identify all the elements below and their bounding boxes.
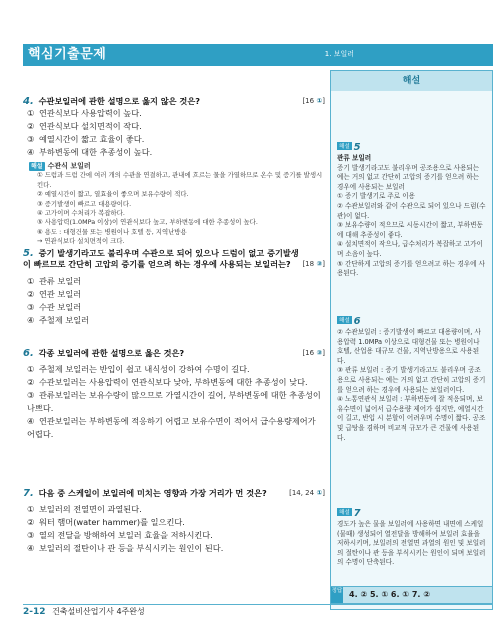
explanation-line: ④ 설치면적이 작으나, 급수처리가 복잡하고 고가이며 소음이 높다. (337, 240, 483, 258)
page-footer (23, 606, 145, 617)
exam-year: 14, 24 (291, 489, 315, 497)
explanation-6 (337, 309, 487, 443)
option-text: 연관식보다 사용압력이 높다. (39, 108, 142, 118)
option-1 (23, 503, 325, 516)
question-title (23, 488, 325, 499)
explanation-number: 7 (353, 508, 361, 519)
note-line: ③ 증기발생이 빠르고 대용량이다. (37, 199, 132, 208)
explanation-badge: 해설 (339, 143, 350, 150)
option-1 (23, 363, 325, 376)
explanation-heading (337, 309, 487, 328)
note-badge: 해설 (31, 163, 43, 170)
option-3 (23, 133, 325, 146)
option-number: ② (27, 121, 35, 131)
note-title: 수관식 보일러 (47, 162, 91, 170)
exam-mark: ① (316, 97, 323, 105)
exam-year-tag: [14, 24 ①] (289, 489, 325, 497)
answer-text: 4. ② 5. ① 6. ① 7. ② (349, 590, 431, 599)
explanation-body (337, 154, 487, 279)
option-2 (23, 120, 325, 133)
option-number: ① (27, 504, 35, 514)
explanation-line: ④ 노통연관식 보일러 : 부하변동에 잘 적응되며, 보유수면이 넓어서 급수용량 제어가 쉽지만, 예열시간이 길고, 반입 시 분할이 어려우며 수명이 짧다. 공조 및 급탕을 겸하며 비교적 규모가 큰 건물에 사용된다. (337, 395, 486, 442)
explanation-7 (337, 501, 487, 568)
option-number: ① (27, 276, 35, 286)
explanation-badge: 해설 (339, 317, 350, 324)
option-number: ① (27, 364, 35, 374)
exam-year-tag: [16 ①] (302, 97, 325, 105)
option-number: ④ (27, 315, 35, 325)
option-number: ④ (27, 416, 35, 426)
exam-year-tag: [18 ③] (302, 260, 325, 268)
option-text: 보일러의 절탄이나 관 등을 부식시키는 원인이 된다. (39, 543, 224, 553)
option-text: 관류보일러는 보유수량이 많으므로 가열시간이 길어, 부하변동에 대한 추종성이 나쁘다. (27, 390, 321, 413)
question-text: 증기 발생기라고도 불리우며 수관으로 되어 있으나 드럼이 없고 증기발생이 빠르므로 간단히 고압의 증기를 얻으려 하는 경우에 사용되는 보일러는? (23, 248, 299, 269)
book-title: 건축설비산업기사 4주완성 (52, 607, 145, 616)
explanation-line: 관류 보일러 (337, 154, 372, 162)
option-4 (23, 542, 325, 555)
option-text: 부하변동에 대한 추종성이 높다. (39, 147, 153, 157)
option-3 (23, 389, 325, 415)
chapter-subtitle: 1. 보일러 (324, 50, 354, 58)
note-line: ④ 고가이며 수처리가 복잡하다. (37, 209, 125, 218)
question-column (23, 70, 325, 610)
option-number: ② (27, 377, 35, 387)
note-line: ① 드럼과 드럼 간에 여러 개의 수관을 연결하고, 관내에 흐르는 물을 가열하므로 온수 및 증기를 발생시킨다. (37, 171, 323, 189)
note-line: → 연관식보다 설치면적이 크다. (37, 237, 125, 246)
option-number: ④ (27, 147, 35, 157)
chapter-title: 핵심기출문제 (28, 47, 107, 62)
option-text: 보일러의 전열면이 과열된다. (39, 504, 142, 514)
explanation-body (337, 520, 487, 568)
option-text: 주철제 보일러 (39, 315, 90, 325)
option-4 (23, 146, 325, 159)
option-text: 연관보일러는 부하변동에 적응하기 어렵고 보유수면이 적어서 급수용량제어가 어렵다. (27, 416, 316, 439)
explanation-number: 6 (353, 316, 361, 327)
option-text: 연관 보일러 (39, 289, 82, 299)
option-text: 워터 햄머(water hammer)를 일으킨다. (39, 517, 185, 527)
option-3 (23, 529, 325, 542)
exam-year-tag: [16 ③] (302, 349, 325, 357)
option-number: ② (27, 517, 35, 527)
exam-year: 16 (305, 97, 315, 105)
option-number: ① (27, 108, 35, 118)
explanation-note (23, 162, 325, 247)
option-number: ④ (27, 543, 35, 553)
exam-year: 16 (305, 349, 315, 357)
explanation-line: 증기 발생기라고도 불리우며 공조용으로 사용되는 예는 거의 없고 간단히 고압의 증기를 얻으려 하는 경우에 사용되는 보일러 (337, 163, 480, 191)
explanation-line: ② 수관보일러와 같이 수관으로 되어 있으나 드럼(수관)이 없다. (337, 201, 486, 220)
question-7 (23, 488, 325, 555)
option-4 (23, 314, 325, 327)
explanation-heading (337, 501, 487, 520)
option-text: 수관보일러는 사용압력이 연관식보다 낮아, 부하변동에 대한 추종성이 낮다. (39, 377, 308, 387)
page-number: 2-12 (23, 607, 46, 617)
explanation-badge: 해설 (339, 509, 350, 516)
explanation-line: ② 수관보일러 : 증기발생이 빠르고 대용량이며, 사용압력 1.0MPa 이상으로 대형건물 또는 병원이나 호텔, 산업용 대규모 건물, 지역난방용으로 사용된다. (337, 328, 481, 365)
option-number: ③ (27, 390, 35, 400)
question-title (23, 248, 325, 270)
option-number: ③ (27, 134, 35, 144)
option-2 (23, 516, 325, 529)
question-number: 6. (23, 348, 34, 359)
footer-divider (23, 604, 493, 605)
question-text: 수관보일러에 관한 설명으로 옳지 않은 것은? (38, 96, 200, 106)
explanation-line: 경도가 높은 물을 보일러에 사용하면 내면에 스케일(물때) 생성되어 열전달을 방해하여 보일러 효율을 저하시키며, 보일러의 전열면 과열의 원인 및 보일러의 절탄이나 관 등을 부식시키는 원인이 되며 보일러의 수명이 단축된다. (337, 520, 486, 567)
note-line: ⑥ 용도 : 대형건물 또는 병원이나 호텔 등, 지역난방용 (37, 227, 187, 236)
explanation-line: ③ 관류 보일러 : 증기 발생기라고도 불리우며 공조용으로 사용되는 예는 거의 없고 간단히 고압의 증기를 얻으려 하는 경우에 사용되는 보일러이다. (337, 366, 486, 394)
note-line: ⑤ 사용압력(1.0MPa 이상)이 연관식보다 높고, 부하변동에 대한 추종성이 높다. (37, 218, 258, 227)
exam-mark: ③ (316, 349, 323, 357)
option-2 (23, 288, 325, 301)
question-title (23, 96, 325, 107)
option-4 (23, 415, 325, 441)
explanation-sidebar (330, 70, 493, 610)
answer-bar (330, 586, 493, 604)
option-number: ② (27, 289, 35, 299)
exam-mark: ③ (316, 260, 323, 268)
note-heading (29, 162, 325, 171)
explanation-line: ⑤ 간단하게 고압의 증기를 얻으려고 하는 경우에 사용된다. (337, 259, 485, 278)
explanation-heading (337, 135, 487, 154)
exam-year: 18 (305, 260, 315, 268)
option-number: ③ (27, 530, 35, 540)
question-4 (23, 96, 325, 247)
explanation-5 (337, 135, 487, 279)
answer-label: 정답 (331, 587, 343, 603)
question-title (23, 348, 325, 359)
option-text: 관류 보일러 (39, 276, 82, 286)
question-number: 4. (23, 96, 34, 107)
question-number: 5. (23, 248, 34, 259)
option-3 (23, 301, 325, 314)
question-6 (23, 348, 325, 441)
option-1 (23, 275, 325, 288)
question-text: 다음 중 스케일이 보일러에 미치는 영향과 가장 거리가 먼 것은? (38, 488, 267, 498)
option-1 (23, 107, 325, 120)
explanation-number: 5 (353, 142, 361, 153)
explanation-line: ③ 보유수량이 적으므로 시동시간이 짧고, 부하변동에 대해 추종성이 좋다. (337, 221, 483, 239)
option-2 (23, 376, 325, 389)
explanation-line: ① 증기 발생기로 주로 이용 (337, 192, 415, 201)
exam-mark: ① (316, 489, 323, 497)
question-number: 7. (23, 488, 34, 499)
explanation-body (337, 328, 487, 443)
note-line: ② 예열시간이 짧고, 열효율이 좋으며 보유수량이 적다. (37, 190, 189, 199)
option-text: 주철제 보일러는 반입이 쉽고 내식성이 강하여 수명이 길다. (39, 364, 250, 374)
option-text: 열의 전달을 방해하여 보일러 효율을 저하시킨다. (39, 530, 213, 540)
question-text: 각종 보일러에 관한 설명으로 옳은 것은? (38, 348, 185, 358)
option-text: 수관 보일러 (39, 302, 82, 312)
option-text: 연관식보다 설치면적이 작다. (39, 121, 142, 131)
question-5 (23, 248, 325, 327)
option-number: ③ (27, 302, 35, 312)
option-text: 예열시간이 짧고 효율이 좋다. (39, 134, 145, 144)
sidebar-title: 해설 (331, 71, 492, 91)
